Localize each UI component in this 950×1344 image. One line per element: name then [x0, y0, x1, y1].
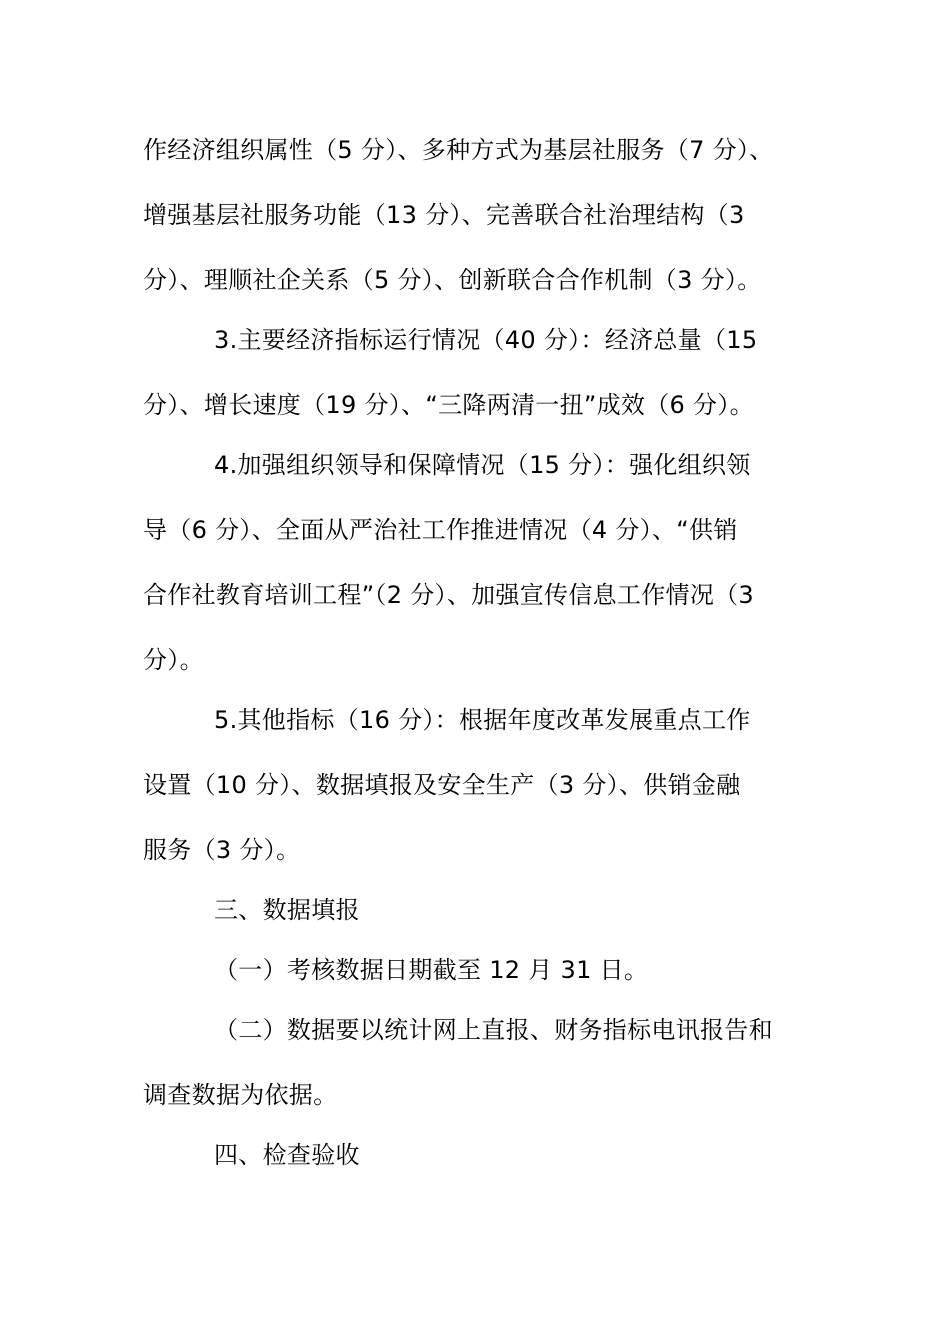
- item-4-heading-line: 4.加强组织领导和保障情况（15 分）：强化组织领: [214, 451, 751, 479]
- body-text-line: 服务（3 分）。: [143, 836, 301, 864]
- section-heading-inspection: 四、检查验收: [214, 1141, 360, 1169]
- body-text-line: 作经济组织属性（5 分）、多种方式为基层社服务（7 分）、: [143, 136, 774, 164]
- subitem-1-line: （一）考核数据日期截至 12 月 31 日。: [214, 956, 649, 984]
- subitem-2-line: （二）数据要以统计网上直报、财务指标电讯报告和: [214, 1016, 773, 1044]
- body-text-line: 调查数据为依据。: [143, 1081, 338, 1109]
- body-text-line: 设置（10 分）、数据填报及安全生产（3 分）、供销金融: [143, 771, 741, 799]
- body-text-line: 合作社教育培训工程”（2 分）、加强宣传信息工作情况（3: [143, 581, 754, 609]
- body-text-line: 分）。: [143, 646, 204, 674]
- item-5-heading-line: 5.其他指标（16 分）：根据年度改革发展重点工作: [214, 706, 751, 734]
- body-text-line: 导（6 分）、全面从严治社工作推进情况（4 分）、“供销: [143, 516, 738, 544]
- body-text-line: 增强基层社服务功能（13 分）、完善联合社治理结构（3: [143, 201, 745, 229]
- section-heading-data-reporting: 三、数据填报: [214, 896, 360, 924]
- body-text-line: 分）、增长速度（19 分）、“三降两清一扭”成效（6 分）。: [143, 391, 754, 419]
- item-3-heading-line: 3.主要经济指标运行情况（40 分）：经济总量（15: [214, 326, 758, 354]
- body-text-line: 分）、理顺社企关系（5 分）、创新联合合作机制（3 分）。: [143, 266, 762, 294]
